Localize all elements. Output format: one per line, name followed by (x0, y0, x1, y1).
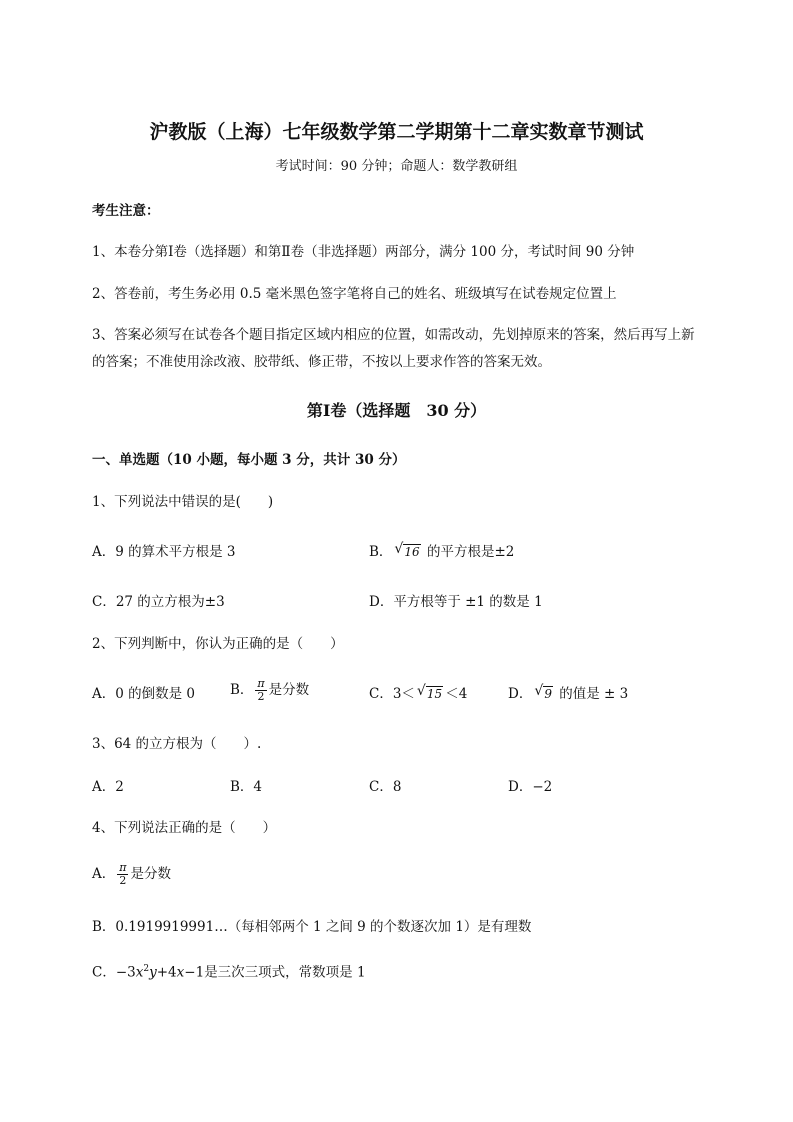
question-1-stem: 1、下列说法中错误的是( ) (92, 494, 274, 510)
q2-option-b (230, 678, 309, 703)
q4-c-term3: −1 (184, 964, 205, 981)
q2-c-suffix: ＜4 (445, 686, 468, 702)
q4-c-exponent: 2 (143, 964, 150, 974)
q4-c-term2-var: x (176, 964, 185, 981)
sqrt-symbol: √ 9 (534, 683, 552, 701)
q4-a-numerator: π (119, 861, 127, 874)
notice-heading: 考生注意： (92, 203, 160, 219)
q4-c-var-x: x (135, 964, 144, 981)
q2-option-a: A．0 的倒数是 0 (92, 686, 196, 702)
q4-c-term1-coef: −3 (115, 964, 136, 981)
question-4-stem: 4、下列说法正确的是（ ） (92, 820, 277, 836)
q1-option-a: A．9 的算术平方根是 3 (92, 544, 236, 560)
q3-option-c: C．8 (369, 779, 402, 795)
notice-item-3-cont: 的答案；不准使用涂改液、胶带纸、修正带，不按以上要求作答的答案无效。 (92, 354, 551, 370)
q4-c-suffix: 是三次三项式，常数项是 1 (204, 964, 366, 981)
part-heading: 一、单选题（10 小题，每小题 3 分，共计 30 分） (92, 452, 406, 468)
q1-option-c: C．27 的立方根为±3 (92, 594, 225, 610)
fraction (255, 678, 266, 703)
q2-option-c (369, 685, 467, 703)
q1-b-prefix: B． (369, 544, 393, 560)
question-3-stem: 3、64 的立方根为（ ）. (92, 736, 262, 752)
q2-b-numerator: π (257, 677, 265, 690)
q2-d-prefix: D． (508, 686, 533, 702)
q3-option-d: D．−2 (508, 779, 553, 795)
q2-c-radicand: 15 (426, 687, 443, 701)
q3-option-b: B．4 (230, 779, 263, 795)
q2-b-denominator: 2 (257, 690, 265, 703)
q3-option-a: A．2 (92, 779, 124, 795)
q2-d-suffix: 的值是 ± 3 (554, 686, 629, 702)
exam-info: 考试时间：90 分钟；命题人：数学教研组 (275, 159, 518, 174)
q4-option-c (92, 960, 366, 982)
q4-a-prefix: A． (92, 866, 116, 882)
q4-a-suffix: 是分数 (130, 866, 171, 882)
q2-d-radicand: 9 (544, 687, 552, 701)
sqrt-symbol: √ 15 (416, 683, 443, 701)
q1-option-b (369, 543, 514, 561)
notice-item-1: 1、本卷分第Ⅰ卷（选择题）和第Ⅱ卷（非选择题）两部分，满分 100 分，考试时间 90 分钟 (92, 244, 635, 260)
q1-option-d: D．平方根等于 ±1 的数是 1 (369, 594, 543, 610)
sqrt-symbol: √ 16 (394, 541, 420, 559)
q2-b-prefix: B． (230, 682, 254, 698)
q4-option-b: B．0.1919919991…（每相邻两个 1 之间 9 的个数逐次加 1）是有理数 (92, 919, 532, 935)
q4-c-term2: +4 (156, 964, 177, 981)
q2-option-d (508, 685, 628, 703)
q4-c-var-y: y (149, 964, 157, 981)
page-title: 沪教版（上海）七年级数学第二学期第十二章实数章节测试 (149, 121, 644, 143)
q2-b-suffix: 是分数 (268, 682, 310, 698)
q4-c-prefix: C． (92, 964, 116, 981)
q4-a-denominator: 2 (119, 874, 127, 887)
notice-item-3: 3、答案必须写在试卷各个题目指定区域内相应的位置，如需改动，先划掉原来的答案，然后再写上新 (92, 327, 695, 343)
notice-item-2: 2、答卷前，考生务必用 0.5 毫米黑色签字笔将自己的姓名、班级填写在试卷规定位置上 (92, 286, 617, 302)
q4-option-a (92, 862, 171, 887)
fraction (117, 862, 128, 887)
q1-b-suffix: 的平方根是±2 (422, 544, 515, 560)
q1-b-radicand: 16 (404, 545, 420, 559)
question-2-stem: 2、下列判断中，你认为正确的是（ ） (92, 636, 344, 652)
section-title: 第Ⅰ卷（选择题 30 分） (306, 401, 487, 420)
q2-c-prefix: C．3＜ (369, 686, 415, 702)
